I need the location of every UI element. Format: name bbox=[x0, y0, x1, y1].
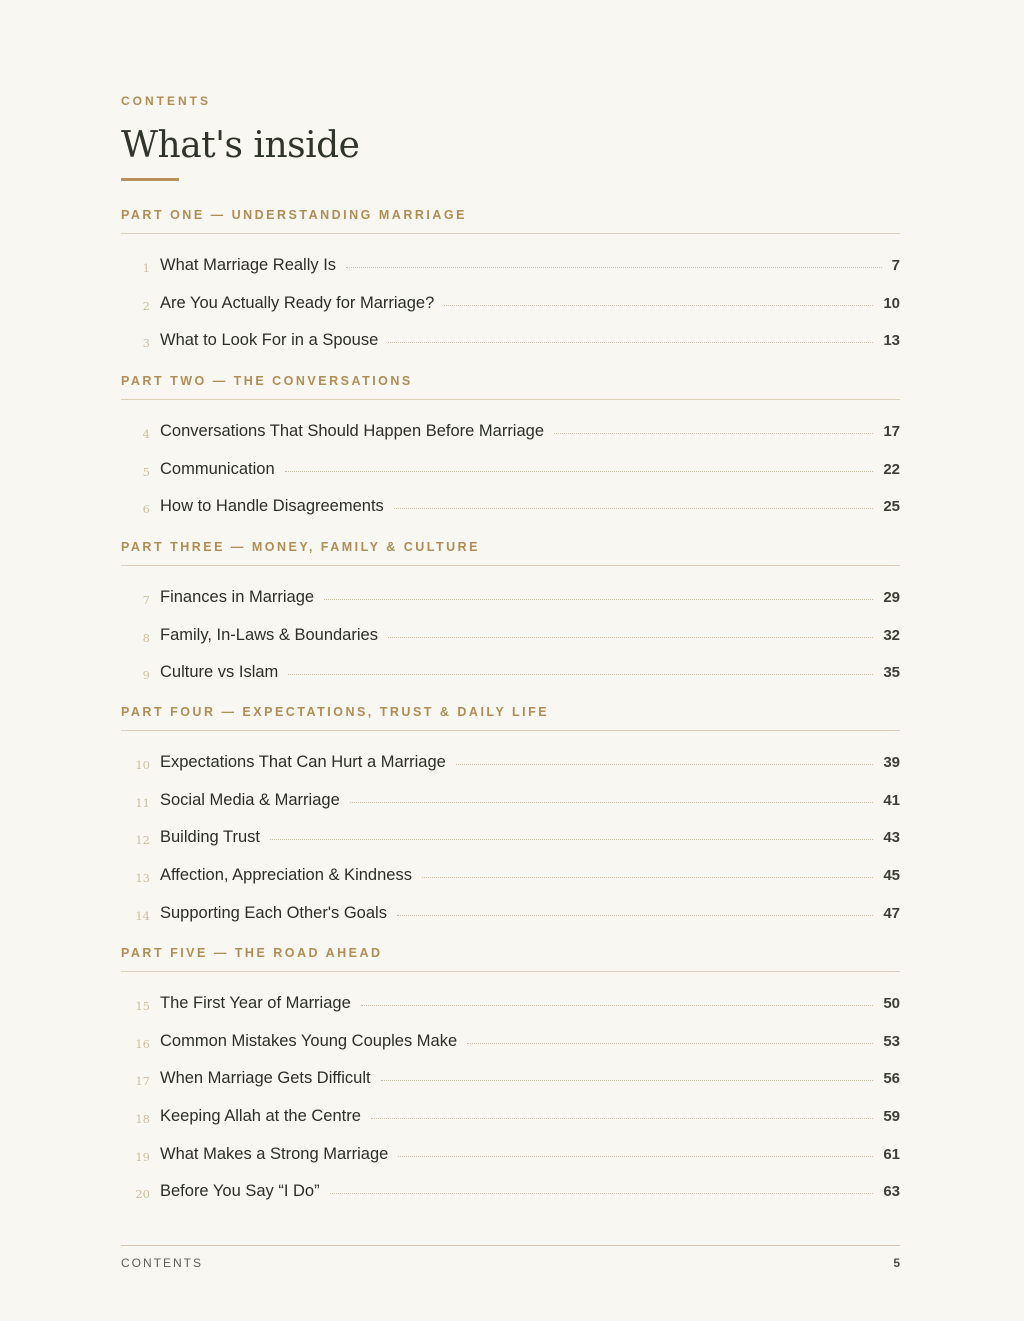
chapter-entry[interactable] bbox=[121, 1060, 900, 1098]
chapter-number: 14 bbox=[135, 908, 150, 923]
chapter-title[interactable]: How to Handle Disagreements bbox=[160, 497, 384, 516]
chapter-page-number: 53 bbox=[883, 1032, 900, 1050]
chapter-entry[interactable] bbox=[121, 1135, 900, 1173]
chapter-number: 8 bbox=[142, 630, 150, 645]
chapter-entry[interactable] bbox=[121, 857, 900, 895]
chapter-entry[interactable] bbox=[121, 1173, 900, 1211]
chapter-title[interactable]: Building Trust bbox=[160, 828, 260, 847]
dot-leader bbox=[350, 802, 874, 803]
footer-divider bbox=[121, 1245, 900, 1246]
part-heading: PART TWO — THE CONVERSATIONS bbox=[121, 374, 413, 388]
chapter-page-number: 25 bbox=[883, 498, 900, 516]
chapter-number: 5 bbox=[142, 464, 150, 479]
dot-leader bbox=[330, 1193, 874, 1194]
dot-leader bbox=[388, 342, 873, 343]
chapter-entry[interactable] bbox=[121, 819, 900, 857]
part-divider bbox=[121, 971, 900, 972]
chapter-number: 1 bbox=[142, 261, 150, 276]
footer-label: CONTENTS bbox=[121, 1256, 203, 1270]
chapter-title[interactable]: Before You Say “I Do” bbox=[160, 1182, 320, 1201]
part-heading: PART ONE — UNDERSTANDING MARRIAGE bbox=[121, 208, 467, 222]
chapter-title[interactable]: When Marriage Gets Difficult bbox=[160, 1069, 371, 1088]
chapter-title[interactable]: Communication bbox=[160, 459, 275, 478]
chapter-list bbox=[121, 985, 900, 1211]
page-title: What's inside bbox=[121, 125, 360, 166]
chapter-list bbox=[121, 247, 900, 360]
chapter-number: 20 bbox=[135, 1187, 150, 1202]
chapter-title[interactable]: Supporting Each Other's Goals bbox=[160, 903, 387, 922]
chapter-entry[interactable] bbox=[121, 1023, 900, 1061]
chapter-number: 12 bbox=[135, 833, 150, 848]
contents-eyebrow: CONTENTS bbox=[121, 94, 211, 108]
chapter-title[interactable]: What Marriage Really Is bbox=[160, 256, 337, 275]
dot-leader bbox=[270, 839, 873, 840]
chapter-page-number: 43 bbox=[883, 829, 900, 847]
chapter-number: 3 bbox=[142, 336, 150, 351]
chapter-entry[interactable] bbox=[121, 285, 900, 323]
chapter-number: 16 bbox=[135, 1036, 150, 1051]
chapter-page-number: 35 bbox=[883, 664, 900, 682]
chapter-page-number: 10 bbox=[883, 294, 900, 312]
dot-leader bbox=[467, 1043, 873, 1044]
part-heading: PART THREE — MONEY, FAMILY & CULTURE bbox=[121, 540, 481, 554]
dot-leader bbox=[324, 599, 873, 600]
chapter-title[interactable]: What to Look For in a Spouse bbox=[160, 331, 379, 350]
part-section bbox=[121, 945, 900, 1211]
dot-leader bbox=[422, 877, 873, 878]
part-section bbox=[121, 539, 900, 692]
chapter-entry[interactable] bbox=[121, 247, 900, 285]
contents-page bbox=[121, 0, 900, 1321]
chapter-page-number: 41 bbox=[883, 791, 900, 809]
dot-leader bbox=[388, 637, 873, 638]
dot-leader bbox=[394, 508, 874, 509]
dot-leader bbox=[397, 915, 873, 916]
chapter-entry[interactable] bbox=[121, 451, 900, 489]
part-divider bbox=[121, 565, 900, 566]
chapter-entry[interactable] bbox=[121, 654, 900, 692]
chapter-title[interactable]: Expectations That Can Hurt a Marriage bbox=[160, 753, 446, 772]
chapter-title[interactable]: Are You Actually Ready for Marriage? bbox=[160, 293, 435, 312]
chapter-title[interactable]: Common Mistakes Young Couples Make bbox=[160, 1031, 458, 1050]
dot-leader bbox=[554, 433, 873, 434]
chapter-page-number: 59 bbox=[883, 1108, 900, 1126]
dot-leader bbox=[371, 1118, 873, 1119]
title-underline bbox=[121, 178, 179, 181]
chapter-page-number: 13 bbox=[883, 332, 900, 350]
chapter-page-number: 7 bbox=[891, 257, 900, 275]
dot-leader bbox=[285, 471, 874, 472]
chapter-title[interactable]: Social Media & Marriage bbox=[160, 790, 340, 809]
chapter-page-number: 29 bbox=[883, 589, 900, 607]
chapter-number: 10 bbox=[135, 758, 150, 773]
chapter-number: 15 bbox=[135, 999, 150, 1014]
chapter-page-number: 22 bbox=[883, 460, 900, 478]
part-divider bbox=[121, 730, 900, 731]
chapter-entry[interactable] bbox=[121, 413, 900, 451]
chapter-entry[interactable] bbox=[121, 322, 900, 360]
chapter-number: 11 bbox=[135, 795, 150, 810]
dot-leader bbox=[398, 1156, 873, 1157]
chapter-entry[interactable] bbox=[121, 894, 900, 932]
chapter-entry[interactable] bbox=[121, 1098, 900, 1136]
chapter-number: 7 bbox=[142, 593, 150, 608]
dot-leader bbox=[444, 305, 873, 306]
chapter-entry[interactable] bbox=[121, 744, 900, 782]
chapter-number: 6 bbox=[142, 502, 150, 517]
chapter-title[interactable]: Family, In-Laws & Boundaries bbox=[160, 625, 378, 644]
chapter-title[interactable]: What Makes a Strong Marriage bbox=[160, 1144, 389, 1163]
part-divider bbox=[121, 233, 900, 234]
chapter-page-number: 47 bbox=[883, 904, 900, 922]
dot-leader bbox=[381, 1080, 874, 1081]
chapter-page-number: 63 bbox=[883, 1183, 900, 1201]
chapter-entry[interactable] bbox=[121, 488, 900, 526]
chapter-title[interactable]: Keeping Allah at the Centre bbox=[160, 1107, 361, 1126]
chapter-entry[interactable] bbox=[121, 617, 900, 655]
chapter-list bbox=[121, 579, 900, 692]
chapter-number: 17 bbox=[135, 1074, 150, 1089]
part-section bbox=[121, 207, 900, 360]
chapter-page-number: 61 bbox=[883, 1145, 900, 1163]
footer-page-number: 5 bbox=[893, 1256, 900, 1270]
chapter-page-number: 45 bbox=[883, 867, 900, 885]
part-section bbox=[121, 373, 900, 526]
chapter-number: 13 bbox=[135, 871, 150, 886]
chapter-number: 9 bbox=[142, 668, 150, 683]
chapter-entry[interactable] bbox=[121, 579, 900, 617]
chapter-title[interactable]: The First Year of Marriage bbox=[160, 994, 351, 1013]
part-heading: PART FIVE — THE ROAD AHEAD bbox=[121, 946, 383, 960]
dot-leader bbox=[288, 674, 873, 675]
chapter-number: 19 bbox=[135, 1149, 150, 1164]
chapter-title[interactable]: Affection, Appreciation & Kindness bbox=[160, 866, 412, 885]
chapter-number: 2 bbox=[142, 298, 150, 313]
chapter-number: 18 bbox=[135, 1112, 150, 1127]
chapter-list bbox=[121, 413, 900, 526]
chapter-list bbox=[121, 744, 900, 932]
chapter-title[interactable]: Finances in Marriage bbox=[160, 588, 315, 607]
part-heading: PART FOUR — EXPECTATIONS, TRUST & DAILY LIFE bbox=[121, 705, 550, 719]
chapter-page-number: 56 bbox=[883, 1070, 900, 1088]
chapter-title[interactable]: Culture vs Islam bbox=[160, 663, 279, 682]
chapter-page-number: 39 bbox=[883, 754, 900, 772]
part-divider bbox=[121, 399, 900, 400]
chapter-entry[interactable] bbox=[121, 985, 900, 1023]
dot-leader bbox=[456, 764, 873, 765]
part-section bbox=[121, 704, 900, 932]
chapter-number: 4 bbox=[142, 427, 150, 442]
chapter-page-number: 17 bbox=[883, 423, 900, 441]
chapter-page-number: 50 bbox=[883, 995, 900, 1013]
dot-leader bbox=[346, 267, 882, 268]
chapter-title[interactable]: Conversations That Should Happen Before Marriage bbox=[160, 422, 545, 441]
chapter-entry[interactable] bbox=[121, 782, 900, 820]
chapter-page-number: 32 bbox=[883, 626, 900, 644]
dot-leader bbox=[361, 1005, 874, 1006]
